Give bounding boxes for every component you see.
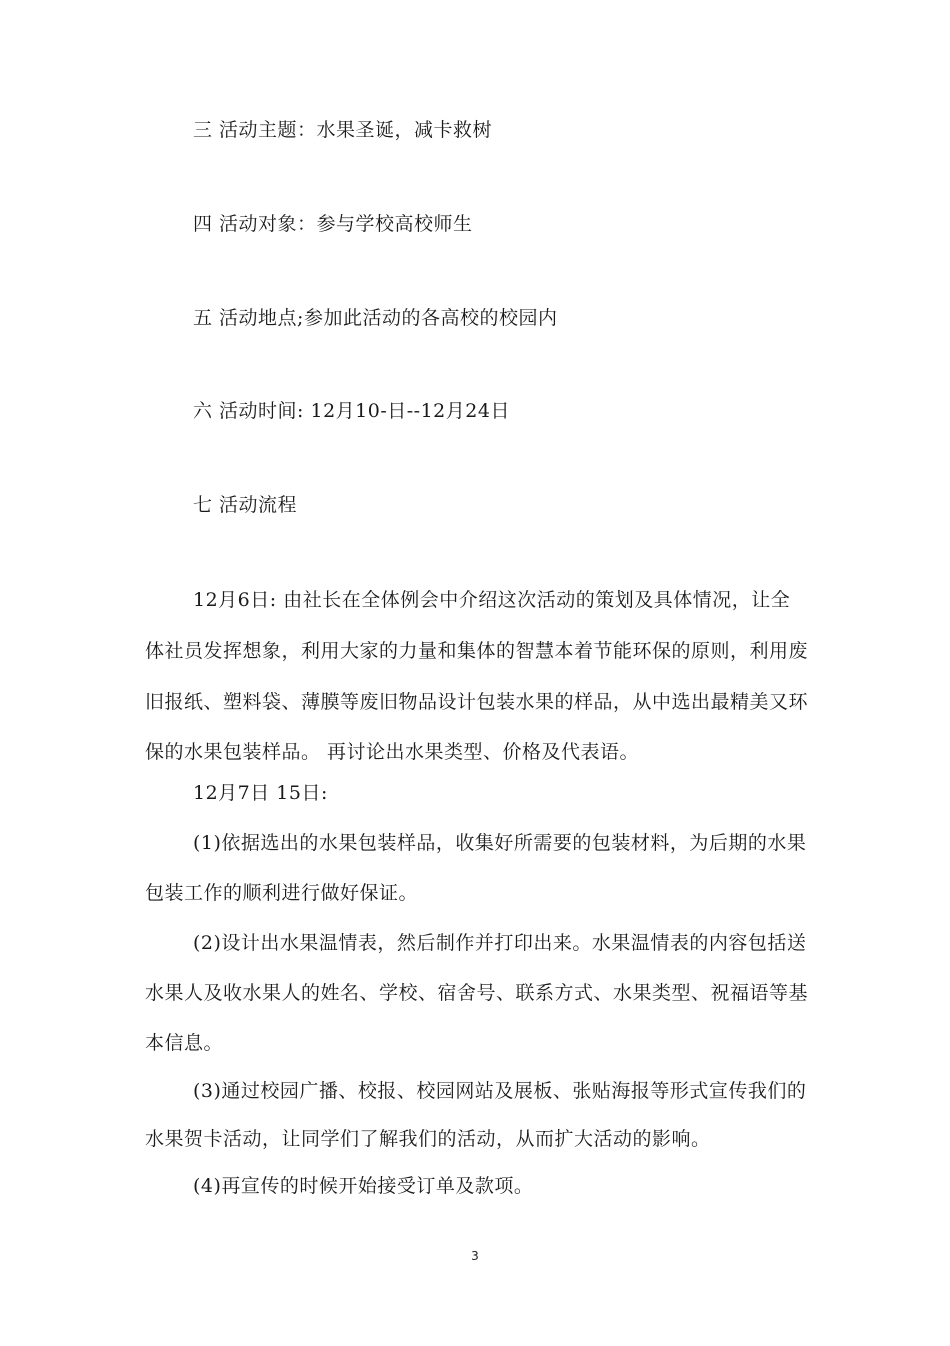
text-line: 水果人及收水果人的姓名、学校、宿舍号、联系方式、水果类型、祝福语等基 (145, 982, 809, 1004)
text-line: (1)依据选出的水果包装样品，收集好所需要的包装材料，为后期的水果 (193, 832, 807, 854)
page-number: 3 (471, 1249, 479, 1263)
section-audience: 四 活动对象：参与学校高校师生 (193, 213, 473, 235)
section-theme: 三 活动主题：水果圣诞，减卡救树 (193, 119, 493, 141)
text-line: 旧报纸、塑料袋、薄膜等废旧物品设计包装水果的样品，从中选出最精美又环 (145, 691, 809, 713)
text-line: (3)通过校园广播、校报、校园网站及展板、张贴海报等形式宣传我们的 (193, 1080, 807, 1102)
text-line: 水果贺卡活动，让同学们了解我们的活动，从而扩大活动的影响。 (145, 1128, 711, 1150)
section-process-heading: 七 活动流程 (193, 494, 298, 516)
text-line: 保的水果包装样品。 再讨论出水果类型、价格及代表语。 (145, 741, 640, 763)
text-line: 12月6日: 由社长在全体例会中介绍这次活动的策划及具体情况，让全 (193, 589, 791, 611)
section-location: 五 活动地点;参加此活动的各高校的校园内 (193, 307, 558, 329)
text-line: 本信息。 (145, 1032, 224, 1054)
text-line: (2)设计出水果温情表，然后制作并打印出来。水果温情表的内容包括送 (193, 932, 807, 954)
paragraph-item-4: (4)再宣传的时候开始接受订单及款项。 (193, 1175, 534, 1197)
text-line: 体社员发挥想象，利用大家的力量和集体的智慧本着节能环保的原则，利用废 (145, 640, 809, 662)
section-time: 六 活动时间: 12月10-日--12月24日 (193, 400, 510, 422)
text-line: 包装工作的顺利进行做好保证。 (145, 882, 419, 904)
paragraph-dec7-heading: 12月7日 15日: (193, 782, 328, 804)
